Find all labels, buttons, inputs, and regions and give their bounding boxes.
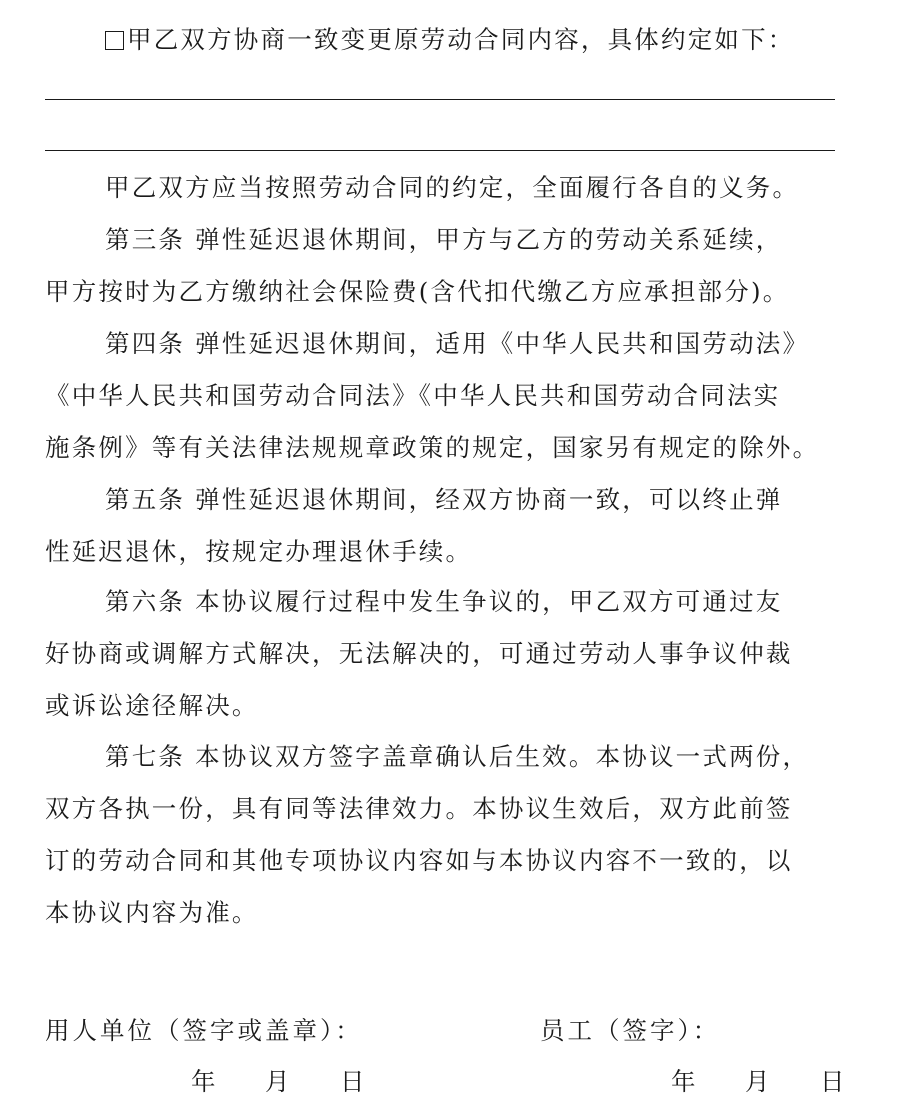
change-clause-text: 甲乙双方协商一致变更原劳动合同内容，具体约定如下： <box>127 25 795 54</box>
fill-in-line-2[interactable] <box>45 150 835 151</box>
article-6-line-2: 好协商或调解方式解决，无法解决的，可通过劳动人事争议仲裁 <box>45 639 793 668</box>
article-5-line-1: 第五条 弹性延迟退休期间，经双方协商一致，可以终止弹 <box>105 485 783 514</box>
employee-date-month: 月 <box>745 1067 770 1096</box>
article-7-line-2: 双方各执一份，具有同等法律效力。本协议生效后，双方此前签 <box>45 794 793 823</box>
article-6-line-1: 第六条 本协议履行过程中发生争议的，甲乙双方可通过友 <box>105 587 783 616</box>
article-6-line-3: 或诉讼途径解决。 <box>45 691 259 720</box>
employee-date-year: 年 <box>671 1067 696 1096</box>
fill-in-line-1[interactable] <box>45 99 835 100</box>
employer-date-day: 日 <box>340 1067 365 1096</box>
article-3-line-2: 甲方按时为乙方缴纳社会保险费(含代扣代缴乙方应承担部分)。 <box>45 277 790 306</box>
employer-signature-label: 用人单位（签字或盖章）： <box>45 1016 363 1045</box>
article-7-line-4: 本协议内容为准。 <box>45 898 259 927</box>
article-3-line-1: 第三条 弹性延迟退休期间，甲方与乙方的劳动关系延续， <box>105 225 783 254</box>
article-7-line-1: 第七条 本协议双方签字盖章确认后生效。本协议一式两份， <box>105 742 810 771</box>
checkbox[interactable] <box>105 31 124 50</box>
obligation-paragraph: 甲乙双方应当按照劳动合同的约定，全面履行各自的义务。 <box>105 173 800 202</box>
article-7-line-3: 订的劳动合同和其他专项协议内容如与本协议内容不一致的，以 <box>45 846 793 875</box>
employee-signature-label: 员工（签字）： <box>540 1016 721 1045</box>
article-4-line-3: 施条例》等有关法律法规规章政策的规定，国家另有规定的除外。 <box>45 433 820 462</box>
employee-date-day: 日 <box>820 1067 845 1096</box>
employer-date-year: 年 <box>191 1067 216 1096</box>
article-4-line-2: 《中华人民共和国劳动合同法》《中华人民共和国劳动合同法实 <box>45 381 781 410</box>
change-clause <box>105 24 855 58</box>
article-4-line-1: 第四条 弹性延迟退休期间，适用《中华人民共和国劳动法》 <box>105 329 810 358</box>
article-5-line-2: 性延迟退休，按规定办理退休手续。 <box>45 537 473 566</box>
employer-date-month: 月 <box>265 1067 290 1096</box>
